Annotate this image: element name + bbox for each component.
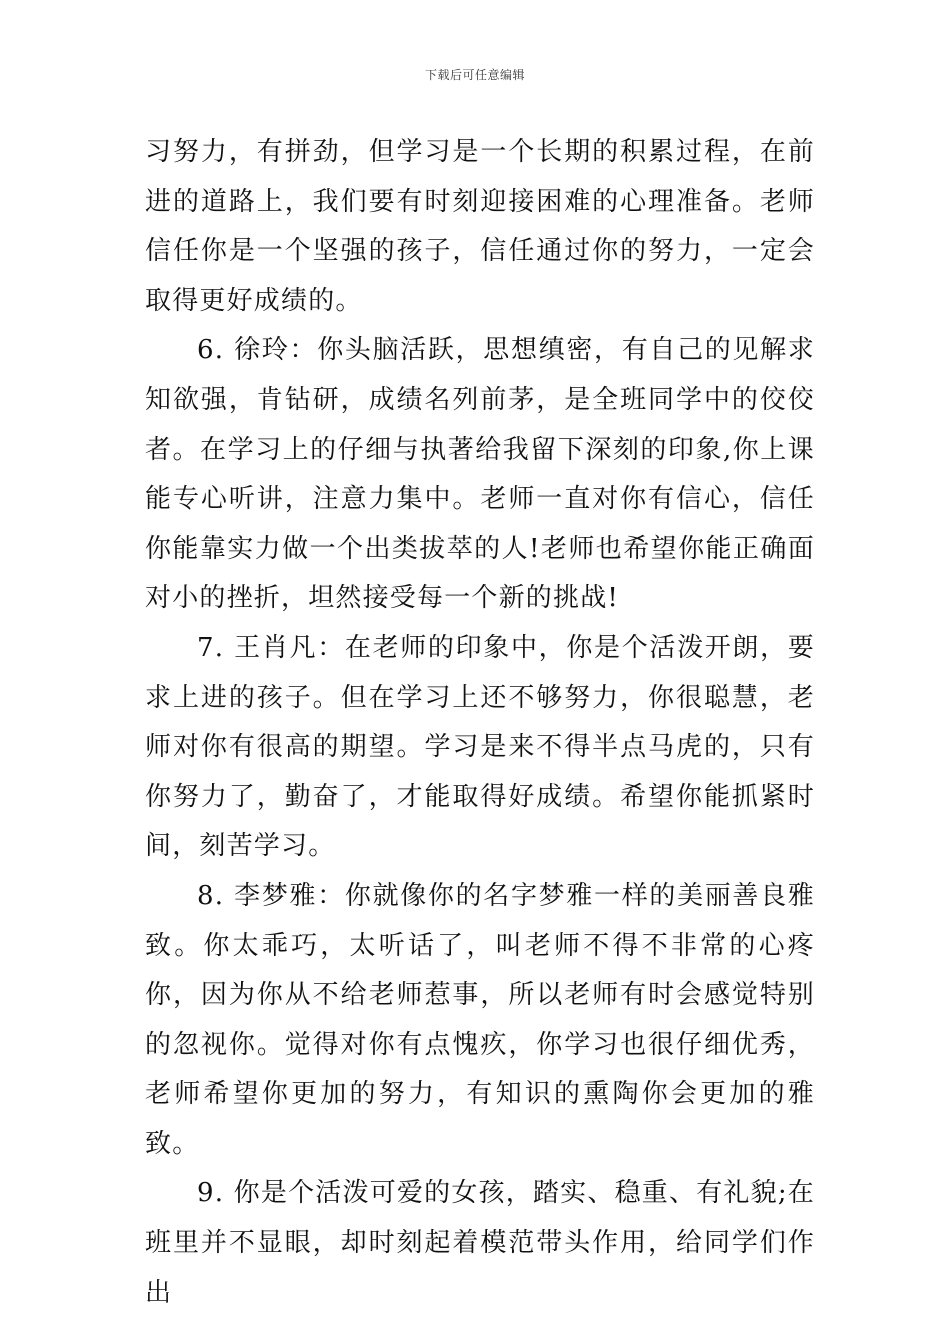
paragraph-comment-7: 7. 王肖凡：在老师的印象中，你是个活泼开朗，要求上进的孩子。但在学习上还不够努力，你很聪慧，老师对你有很高的期望。学习是来不得半点马虎的，只有你努力了，勤奋了，才能取得好成绩。希望你能抓紧时间，刻苦学习。 (145, 632, 815, 862)
paragraph-comment-6: 6. 徐玲：你头脑活跃，思想缜密，有自己的见解求知欲强，肯钻研，成绩名列前茅，是全班同学中的佼佼者。在学习上的仔细与执著给我留下深刻的印象,你上课能专心听讲，注意力集中。老师一直对你有信心，信任你能靠实力做一个出类拔萃的人!老师也希望你能正确面对小的挫折，坦然接受每一个新的挑战! (145, 335, 815, 614)
paragraph-comment-8: 8. 李梦雅：你就像你的名字梦雅一样的美丽善良雅致。你太乖巧，太听话了，叫老师不得不非常的心疼你，因为你从不给老师惹事，所以老师有时会感觉特别的忽视你。觉得对你有点愧疚，你学习也很仔细优秀，老师希望你更加的努力，有知识的熏陶你会更加的雅致。 (145, 880, 815, 1159)
header-note: 下载后可任意编辑 (424, 68, 525, 82)
paragraph-continuation: 习努力，有拼劲，但学习是一个长期的积累过程，在前进的道路上，我们要有时刻迎接困难的心理准备。老师信任你是一个坚强的孩子，信任通过你的努力，一定会取得更好成绩的。 (145, 137, 815, 316)
document-body (145, 128, 815, 1318)
paragraph-comment-9: 9. 你是个活泼可爱的女孩，踏实、稳重、有礼貌;在班里并不显眼，却时刻起着模范带头作用，给同学们作出 (145, 1178, 815, 1308)
